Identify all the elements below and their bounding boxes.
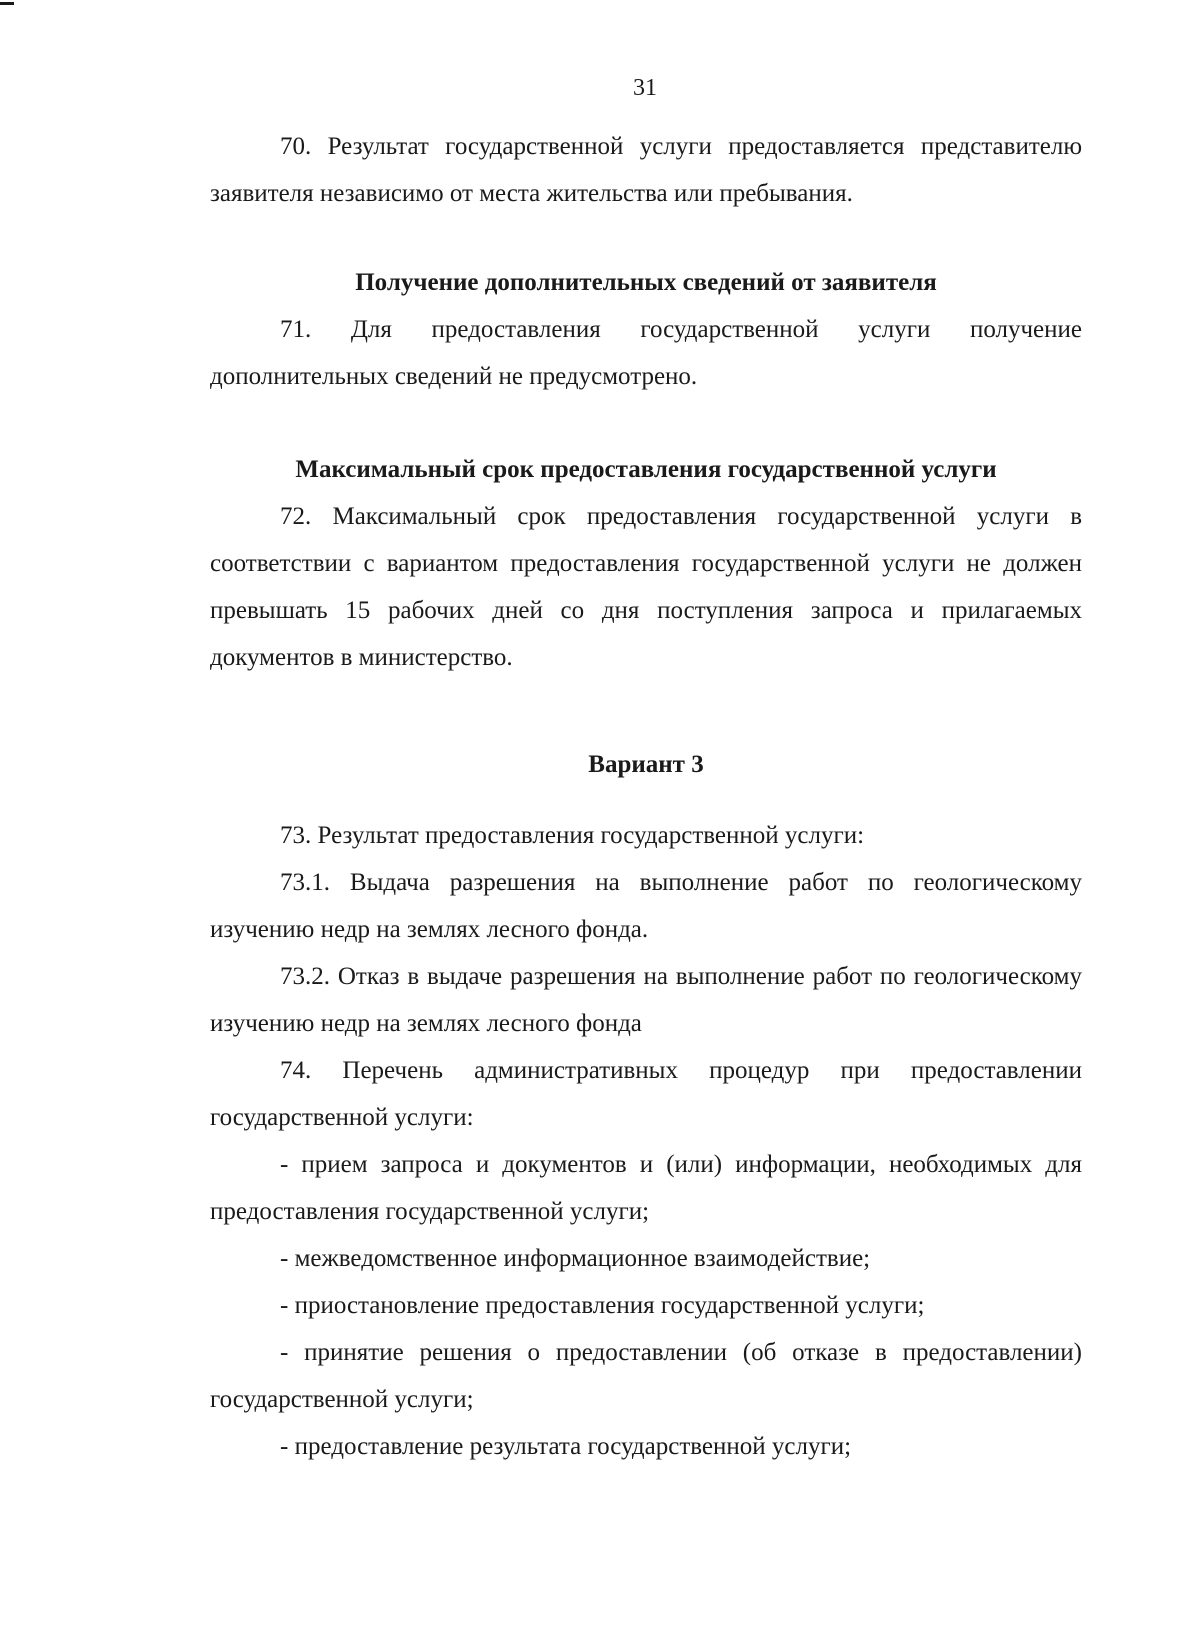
procedure-item: - приостановление предоставления государственной услуги;: [280, 1292, 925, 1319]
page-number: 31: [633, 75, 657, 101]
paragraph-70: 70. Результат государственной услуги предоставляется представителю заявителя независимо от места жительства или пребывания.: [210, 133, 1082, 207]
page-content: [210, 123, 1082, 1470]
procedure-item: - принятие решения о предоставлении (об отказе в предоставлении) государственной услуги;: [210, 1339, 1082, 1413]
paragraph-73: 73. Результат предоставления государственной услуги:: [280, 822, 865, 849]
paragraph-73-1: 73.1. Выдача разрешения на выполнение работ по геологическому изучению недр на землях лесного фонда.: [210, 869, 1082, 943]
paragraph-73-2: 73.2. Отказ в выдаче разрешения на выполнение работ по геологическому изучению недр на землях лесного фонда: [210, 963, 1082, 1037]
procedure-item: - прием запроса и документов и (или) информации, необходимых для предоставления государственной услуги;: [210, 1151, 1082, 1225]
paragraph-72: 72. Максимальный срок предоставления государственной услуги в соответствии с вариантом предоставления государственной услуги не должен превышать 15 рабочих дней со дня поступления запроса и прилагаемых документов в министерство.: [210, 503, 1082, 671]
heading-max-term: Максимальный срок предоставления государственной услуги: [295, 456, 997, 483]
paragraph-74: 74. Перечень административных процедур при предоставлении государственной услуги:: [210, 1057, 1082, 1131]
procedure-item: - межведомственное информационное взаимодействие;: [280, 1245, 871, 1272]
scan-corner-mark: [0, 2, 14, 5]
paragraph-71: 71. Для предоставления государственной услуги получение дополнительных сведений не предусмотрено.: [210, 316, 1082, 390]
heading-variant-3: Вариант 3: [588, 751, 704, 778]
procedure-item: - предоставление результата государственной услуги;: [280, 1433, 852, 1460]
heading-additional-info: Получение дополнительных сведений от заявителя: [355, 269, 937, 296]
